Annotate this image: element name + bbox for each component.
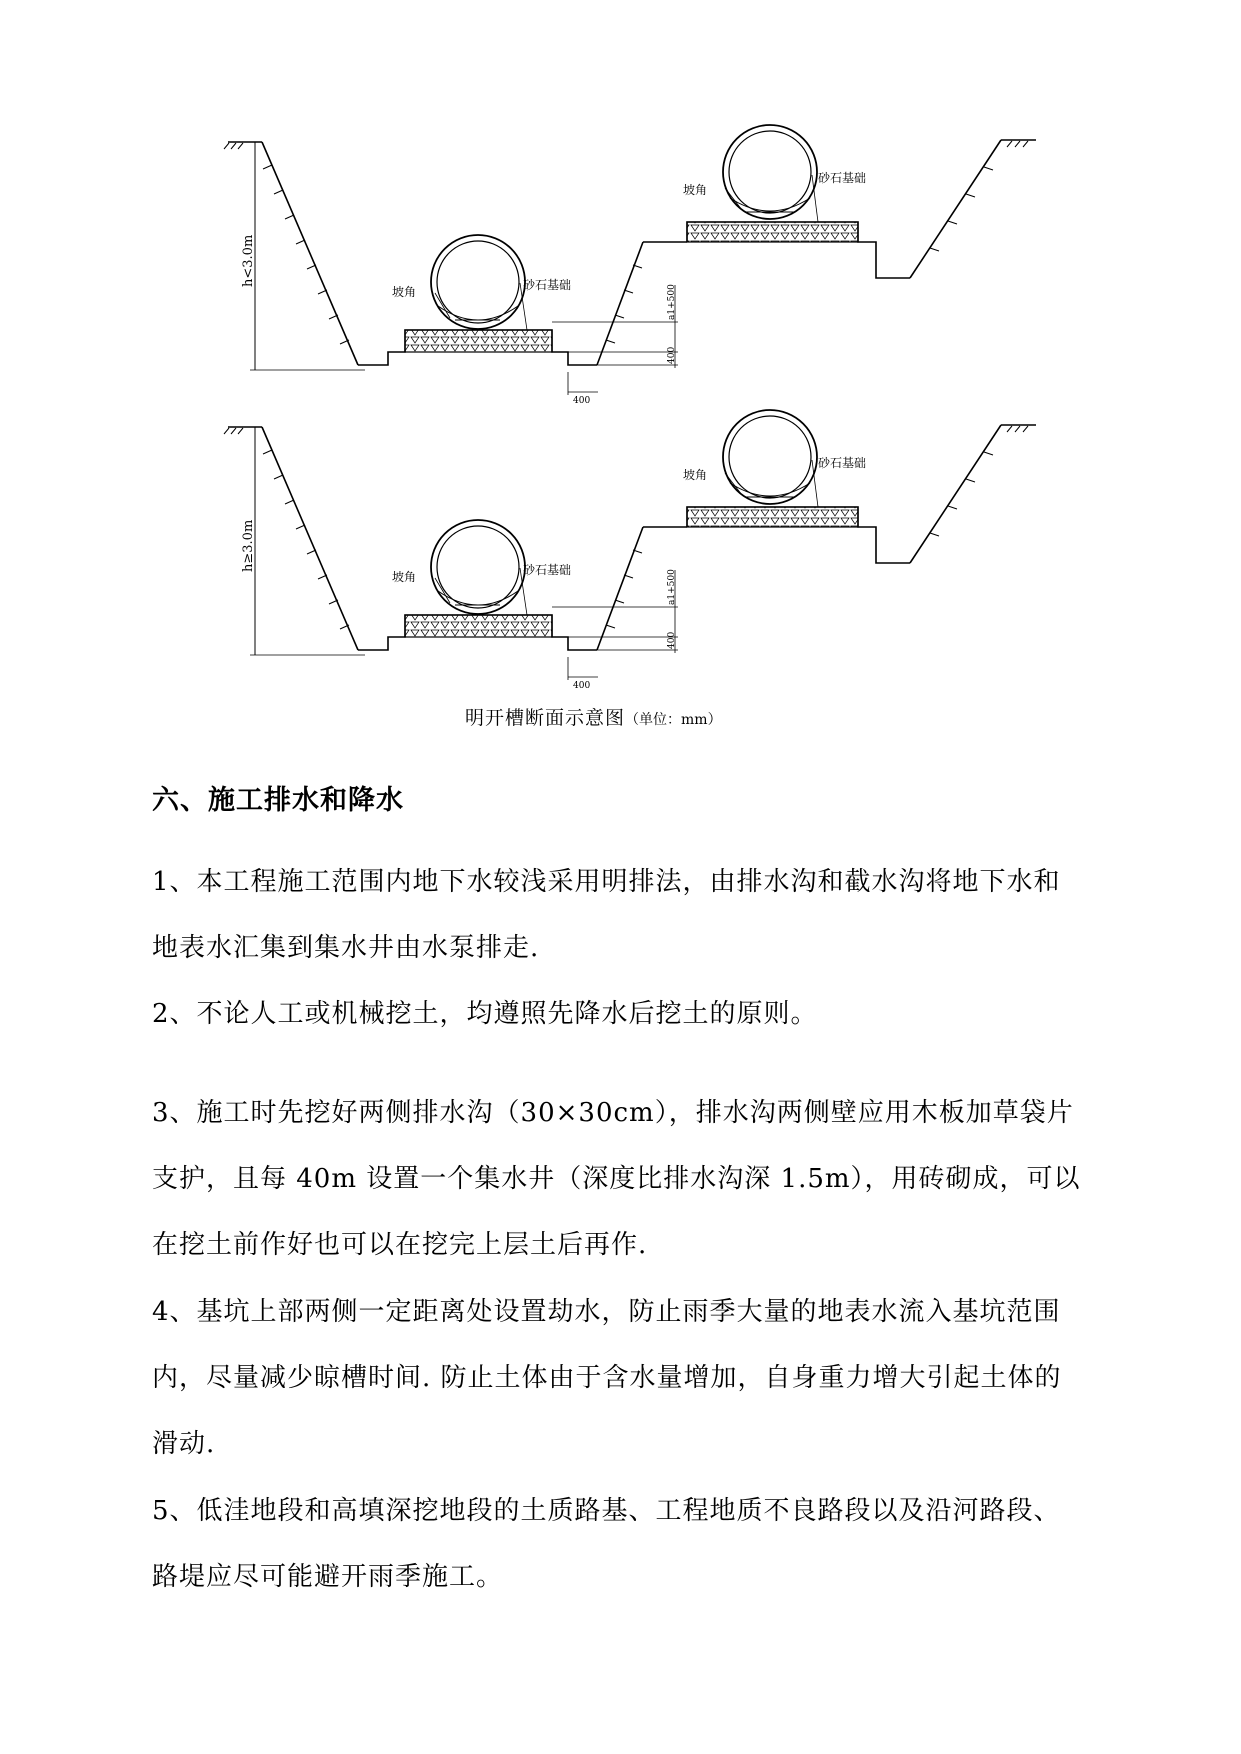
caption-main: 明开槽断面示意图	[465, 707, 626, 729]
dim-top-label-2: a1+500	[667, 569, 677, 605]
base-label-high-2: 砂石基础	[818, 456, 867, 470]
figure-caption	[465, 703, 722, 730]
base-label-high-1: 砂石基础	[818, 171, 867, 185]
base-label-low-2: 砂石基础	[523, 563, 572, 577]
paragraph-4: 4、基坑上部两侧一定距离处设置劫水，防止雨季大量的地表水流入基坑范围内，尽量减少晾槽时间. 防止土体由于含水量增加，自身重力增大引起土体的滑动.	[152, 1297, 1062, 1459]
slope-label-high-2: 坡角	[683, 468, 708, 482]
caption-unit: （单位：mm）	[625, 712, 722, 728]
trench-diagram-2	[224, 410, 1036, 680]
trench-section-figure	[0, 0, 1241, 760]
dim-width-label-2: 400	[573, 681, 591, 691]
slope-label-high-1: 坡角	[683, 183, 708, 197]
dim-bottom-label-1: 400	[667, 346, 677, 364]
paragraph-5: 5、低洼地段和高填深挖地段的土质路基、工程地质不良路段以及沿河路段、路堤应尽可能避开雨季施工。	[152, 1496, 1061, 1592]
slope-label-low-2: 坡角	[392, 570, 417, 584]
height-label-1: h<3.0m	[241, 234, 256, 287]
paragraph-1: 1、本工程施工范围内地下水较浅采用明排法，由排水沟和截水沟将地下水和地表水汇集到集水井由水泵排走.	[152, 867, 1061, 963]
section-heading: 六、施工排水和降水	[152, 785, 404, 816]
dim-width-label-1: 400	[573, 396, 591, 406]
trench-diagram-1	[224, 125, 1036, 395]
dim-top-label-1: a1+500	[667, 284, 677, 320]
slope-label-low-1: 坡角	[392, 285, 417, 299]
base-label-low-1: 砂石基础	[523, 278, 572, 292]
paragraph-2: 2、不论人工或机械挖土，均遵照先降水后挖土的原则。	[152, 999, 818, 1029]
trench-diagrams	[0, 0, 1241, 760]
height-label-2: h≥3.0m	[241, 519, 256, 572]
paragraph-3: 3、施工时先挖好两侧排水沟（30×30cm），排水沟两侧壁应用木板加草袋片支护，且每 40m 设置一个集水井（深度比排水沟深 1.5m），用砖砌成，可以在挖土前作好也可以在挖完上层土后再作.	[152, 1098, 1081, 1260]
dim-bottom-label-2: 400	[667, 631, 677, 649]
